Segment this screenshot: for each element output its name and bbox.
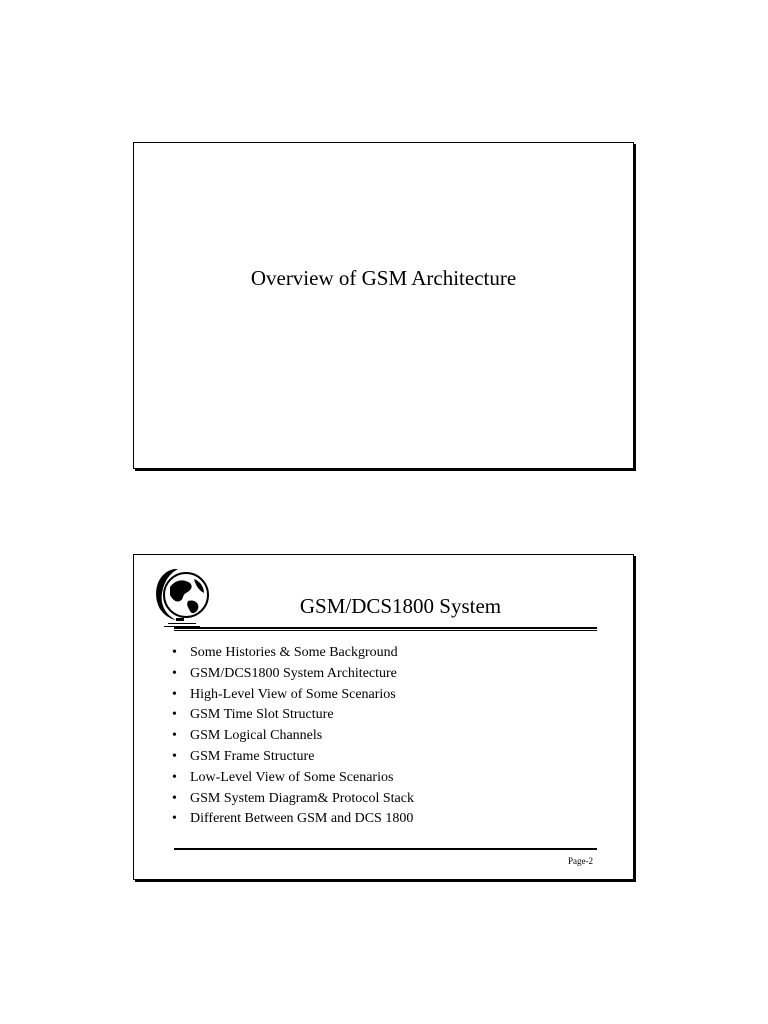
header-divider [174,627,597,631]
bullet-icon: • [172,665,177,681]
bullet-icon: • [172,686,177,702]
bullet-icon: • [172,769,177,785]
bullet-icon: • [172,790,177,806]
slide-title: GSM/DCS1800 System [299,594,502,618]
list-item: • GSM Time Slot Structure [172,705,414,726]
bullet-icon: • [172,811,177,827]
list-item: • GSM Logical Channels [172,726,414,747]
list-item: • GSM Frame Structure [172,747,414,768]
page-number: Page-2 [568,856,593,866]
content-slide [133,554,634,880]
bullet-icon: • [172,645,177,660]
slide-title: Overview of GSM Architecture [250,266,517,290]
bullet-icon: • [172,707,177,723]
title-slide [133,142,634,469]
list-item: • Different Between GSM and DCS 1800 [172,809,414,830]
list-item: • Low-Level View of Some Scenarios [172,768,414,789]
list-item: • High-Level View of Some Scenarios [172,685,414,706]
bullet-icon: • [172,748,177,764]
list-item: • GSM/DCS1800 System Architecture [172,664,414,685]
bullet-list [172,643,414,830]
bullet-icon: • [172,728,177,744]
footer-divider [174,848,597,850]
list-item: • Some Histories & Some Background [172,643,414,664]
list-item: • GSM System Diagram& Protocol Stack [172,789,414,810]
